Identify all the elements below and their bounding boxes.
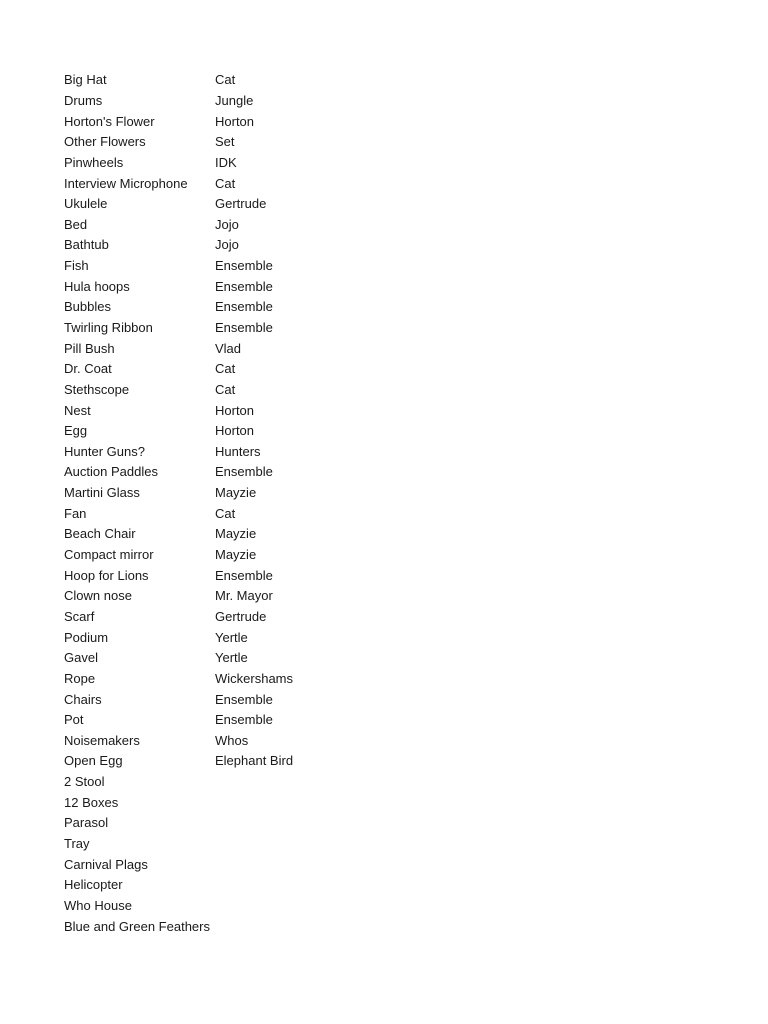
list-item	[64, 689, 335, 710]
prop-name: 12 Boxes	[64, 794, 119, 810]
prop-owner: Ensemble	[215, 464, 273, 480]
list-item	[64, 111, 335, 132]
prop-name: Blue and Green Feathers	[64, 918, 210, 934]
list-item	[64, 194, 335, 215]
prop-owner: Cat	[215, 72, 236, 88]
prop-name: Hula hoops	[64, 278, 130, 294]
list-item	[64, 256, 335, 277]
list-item	[64, 91, 335, 112]
prop-owner: Mayzie	[215, 485, 257, 501]
prop-name: Carnival Plags	[64, 856, 148, 872]
prop-owner: Jungle	[215, 92, 254, 108]
prop-owner: Set	[215, 134, 235, 150]
prop-name: Chairs	[64, 691, 102, 707]
prop-owner: Vlad	[215, 340, 242, 356]
prop-name: Big Hat	[64, 72, 107, 88]
prop-owner: Gertrude	[215, 196, 267, 212]
list-item	[64, 338, 335, 359]
list-item	[64, 565, 335, 586]
list-item	[64, 772, 335, 793]
list-item	[64, 297, 335, 318]
prop-name: Beach Chair	[64, 526, 136, 542]
prop-owner: IDK	[215, 154, 237, 170]
list-item	[64, 400, 335, 421]
prop-owner: Jojo	[215, 216, 239, 232]
prop-name: Tray	[64, 836, 90, 852]
prop-name: Ukulele	[64, 196, 108, 212]
prop-name: Dr. Coat	[64, 361, 112, 377]
prop-name: Egg	[64, 423, 88, 439]
list-item	[64, 875, 335, 896]
prop-owner: Elephant Bird	[215, 753, 294, 769]
prop-name: Other Flowers	[64, 134, 146, 150]
list-item	[64, 586, 335, 607]
prop-name: Drums	[64, 92, 103, 108]
list-item	[64, 132, 335, 153]
list-item	[64, 503, 335, 524]
list-item	[64, 669, 335, 690]
list-item	[64, 483, 335, 504]
prop-name: Scarf	[64, 608, 95, 624]
list-item	[64, 751, 335, 772]
prop-name: Fish	[64, 258, 89, 274]
prop-owner: Ensemble	[215, 320, 273, 335]
list-item	[64, 607, 335, 628]
list-item	[64, 173, 335, 194]
list-item	[64, 359, 335, 380]
list-item	[64, 813, 335, 834]
list-item	[64, 731, 335, 752]
prop-name: Who House	[64, 897, 132, 913]
prop-name: Bubbles	[64, 299, 111, 315]
prop-owner: Ensemble	[215, 278, 273, 294]
list-item	[64, 421, 335, 442]
prop-name: Rope	[64, 670, 96, 686]
prop-owner: Cat	[215, 381, 236, 397]
prop-name: Compact mirror	[64, 547, 154, 563]
list-item	[64, 792, 335, 813]
prop-owner: Whos	[215, 732, 249, 748]
prop-owner: Ensemble	[215, 299, 273, 315]
prop-name: Pot	[64, 712, 84, 728]
prop-name: Stethscope	[64, 381, 130, 397]
list-item	[64, 235, 335, 256]
prop-owner: Horton	[215, 113, 255, 129]
list-item	[64, 462, 335, 483]
list-item	[64, 380, 335, 401]
prop-name: Pinwheels	[64, 154, 124, 170]
prop-name: Open Egg	[64, 753, 123, 769]
prop-name: Parasol	[64, 815, 109, 831]
prop-owner: Jojo	[215, 237, 239, 253]
prop-name: Clown nose	[64, 588, 132, 604]
prop-owner: Mayzie	[215, 547, 257, 563]
list-item	[64, 70, 335, 91]
list-item	[64, 916, 335, 937]
prop-name: Interview Microphone	[64, 175, 188, 191]
list-item	[64, 214, 335, 235]
prop-name: Twirling Ribbon	[64, 320, 153, 335]
prop-name: Bed	[64, 216, 88, 232]
list-item	[64, 834, 335, 855]
prop-owner: Hunters	[215, 443, 261, 459]
prop-owner: Ensemble	[215, 567, 273, 583]
prop-name: Bathtub	[64, 237, 109, 253]
prop-name: Noisemakers	[64, 732, 140, 748]
prop-owner: Cat	[215, 175, 236, 191]
list-item	[64, 442, 335, 463]
prop-owner: Mr. Mayor	[215, 588, 273, 604]
list-item	[64, 710, 335, 731]
list-item	[64, 545, 335, 566]
prop-owner: Yertle	[215, 650, 248, 666]
prop-name: Horton's Flower	[64, 113, 155, 129]
prop-owner: Ensemble	[215, 712, 273, 728]
prop-name: Hoop for Lions	[64, 567, 149, 583]
prop-owner: Cat	[215, 361, 236, 377]
prop-name: Auction Paddles	[64, 464, 158, 480]
prop-name: Hunter Guns?	[64, 443, 145, 459]
list-item	[64, 896, 335, 917]
prop-owner: Mayzie	[215, 526, 257, 542]
prop-owner: Gertrude	[215, 608, 267, 624]
list-item	[64, 276, 335, 297]
prop-name: 2 Stool	[64, 774, 105, 790]
prop-name: Martini Glass	[64, 485, 140, 501]
prop-owner: Yertle	[215, 629, 248, 645]
prop-owner: Ensemble	[215, 258, 273, 274]
list-item	[64, 627, 335, 648]
prop-name: Helicopter	[64, 877, 123, 893]
prop-owner: Cat	[215, 505, 236, 521]
list-item	[64, 318, 335, 339]
prop-owner: Horton	[215, 423, 255, 439]
prop-name: Gavel	[64, 650, 98, 666]
list-item	[64, 524, 335, 545]
prop-owner: Horton	[215, 402, 255, 418]
prop-owner: Ensemble	[215, 691, 273, 707]
props-list	[64, 70, 335, 937]
prop-name: Pill Bush	[64, 340, 115, 356]
prop-name: Fan	[64, 505, 87, 521]
prop-name: Podium	[64, 629, 109, 645]
prop-owner: Wickershams	[215, 670, 294, 686]
list-item	[64, 854, 335, 875]
list-item	[64, 153, 335, 174]
list-item	[64, 648, 335, 669]
prop-name: Nest	[64, 402, 91, 418]
